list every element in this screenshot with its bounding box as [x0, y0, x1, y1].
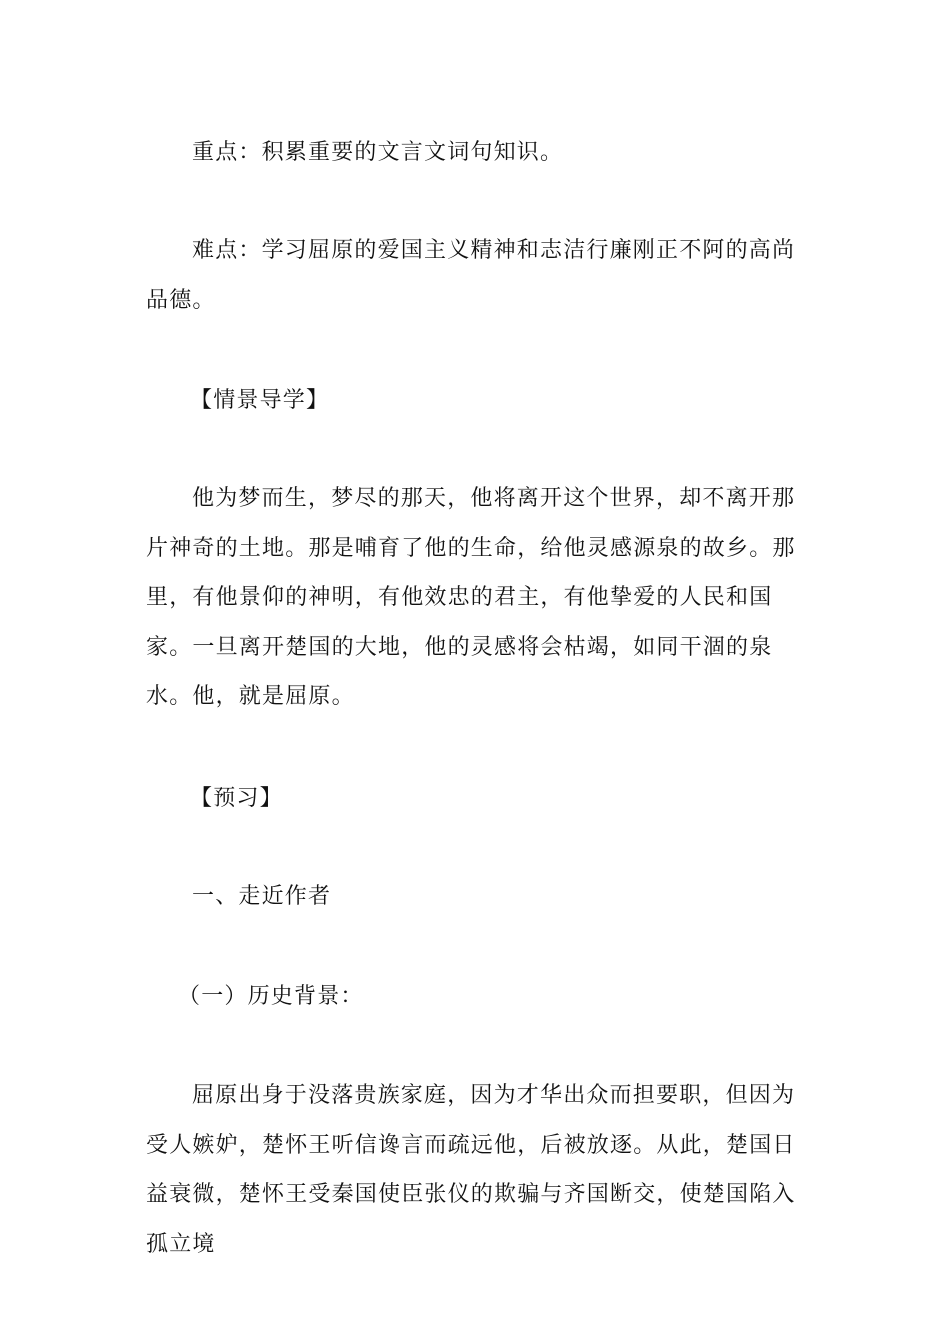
- difficult-point-text: 难点：学习屈原的爱国主义精神和志洁行廉刚正不阿的高尚品德。: [146, 238, 796, 313]
- subsection-title: 一、走近作者: [192, 884, 332, 909]
- intro-paragraph: 他为梦而生，梦尽的那天，他将离开这个世界，却不离开那片神奇的土地。那是哺育了他的生命，给他灵感源泉的故乡。那里，有他景仰的神明，有他效忠的君主，有他挚爱的人民和国家。一旦离开楚国的大地，他的灵感将会枯竭，如同干涸的泉水。他，就是屈原。: [146, 486, 796, 709]
- section-title-preview: 【预习】: [190, 786, 283, 811]
- key-point-text: 重点：积累重要的文言文词句知识。: [192, 140, 564, 165]
- sub-subsection-title: （一）历史背景：: [178, 984, 364, 1009]
- section-title-intro: 【情景导学】: [190, 388, 330, 413]
- history-paragraph: 屈原出身于没落贵族家庭，因为才华出众而担要职，但因为受人嫉妒，楚怀王听信谗言而疏远他，后被放逐。从此，楚国日益衰微，楚怀王受秦国使臣张仪的欺骗与齐国断交，使楚国陷入孤立境: [146, 1083, 796, 1257]
